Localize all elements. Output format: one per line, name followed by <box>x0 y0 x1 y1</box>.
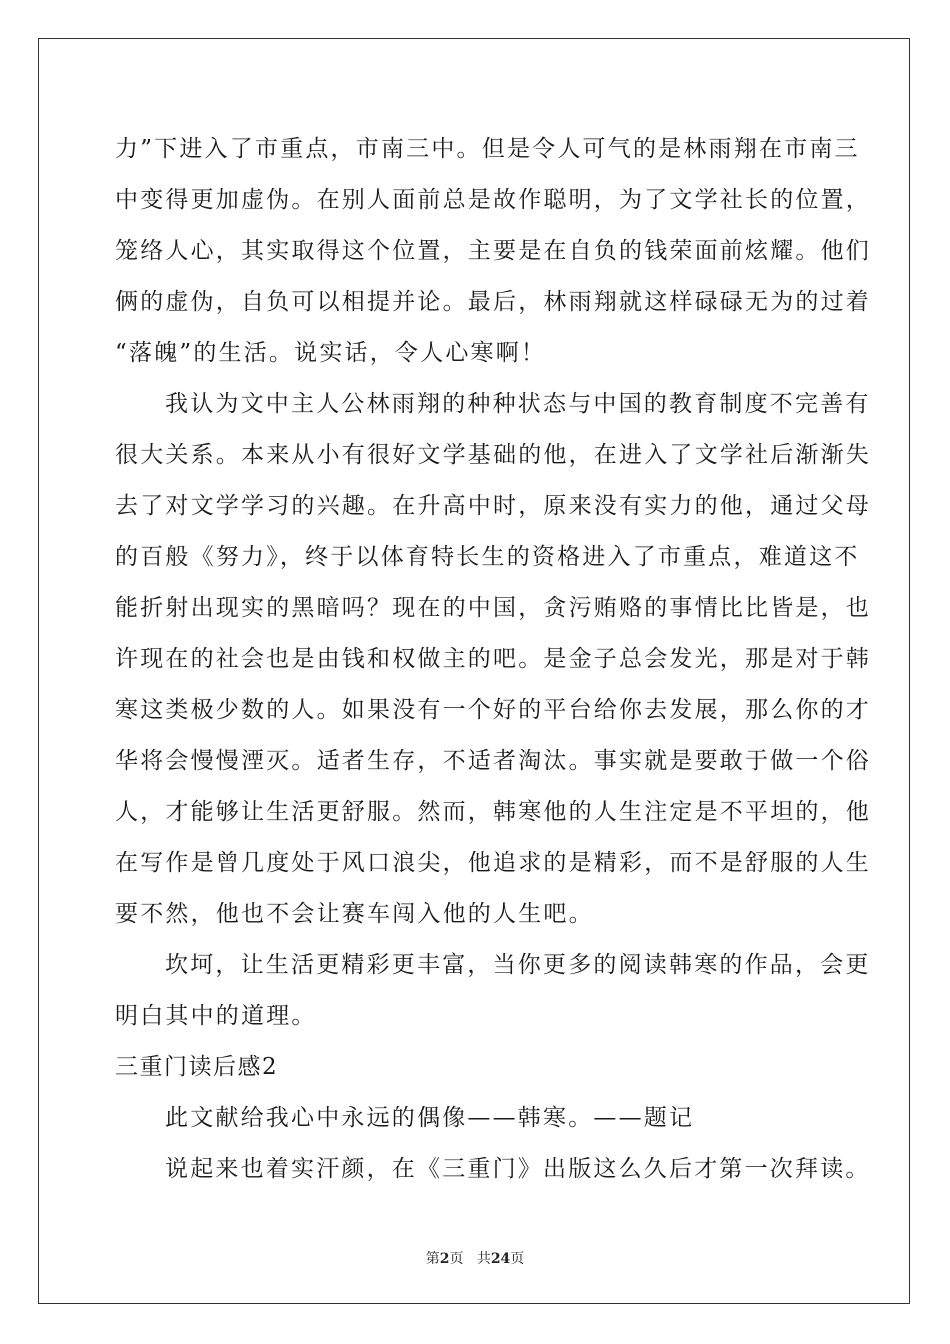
text-line: 俩的虚伪，自负可以相提并论。最后，林雨翔就这样碌碌无为的过着 <box>115 289 871 315</box>
text-line: 寒这类极少数的人。如果没有一个好的平台给你去发展，那么你的才 <box>115 697 871 723</box>
text-line: 华将会慢慢湮灭。适者生存，不适者淘汰。事实就是要敢于做一个俗 <box>115 748 871 774</box>
text-line: 我认为文中主人公林雨翔的种种状态与中国的教育制度不完善有 <box>165 391 871 417</box>
text-line: 笼络人心，其实取得这个位置，主要是在自负的钱荣面前炫耀。他们 <box>115 238 871 264</box>
total-page-count: 24 <box>490 1251 511 1267</box>
current-page-number: 2 <box>439 1251 450 1267</box>
text-line: 要不然，他也不会让赛车闯入他的人生吧。 <box>115 901 594 927</box>
footer-total-suffix: 页 <box>510 1251 525 1267</box>
paragraph-2 <box>115 379 871 940</box>
paragraph-3 <box>115 940 871 1042</box>
paragraph-1 <box>115 124 871 379</box>
text-line: 力”下进入了市重点，市南三中。但是令人可气的是林雨翔在市南三 <box>115 136 860 162</box>
text-line: 坎坷，让生活更精彩更丰富，当你更多的阅读韩寒的作品，会更 <box>165 952 871 978</box>
text-line: 能折射出现实的黑暗吗？现在的中国，贪污贿赂的事情比比皆是，也 <box>115 595 871 621</box>
footer-total-prefix: 共 <box>476 1251 491 1267</box>
text-line: 明白其中的道理。 <box>115 1003 317 1029</box>
text-line: “落魄”的生活。说实话，令人心寒啊！ <box>115 340 547 366</box>
footer-prefix: 第 <box>425 1251 440 1267</box>
text-line: 很大关系。本来从小有很好文学基础的他，在进入了文学社后渐渐失 <box>115 442 871 468</box>
text-line: 的百般《努力》，终于以体育特长生的资格进入了市重点，难道这不 <box>115 544 860 570</box>
text-line: 说起来也着实汗颜，在《三重门》出版这么久后才第一次拜读。 <box>165 1156 871 1182</box>
text-line: 去了对文学学习的兴趣。在升高中时，原来没有实力的他，通过父母 <box>115 493 871 519</box>
text-line: 许现在的社会也是由钱和权做主的吧。是金子总会发光，那是对于韩 <box>115 646 871 672</box>
section-heading: 三重门读后感2 <box>115 1054 279 1080</box>
page-footer <box>0 1248 950 1268</box>
document-body <box>115 124 871 1195</box>
epigraph-line: 此文献给我心中永远的偶像——韩寒。——题记 <box>165 1105 695 1131</box>
footer-page-suffix: 页 <box>449 1251 464 1267</box>
text-line: 在写作是曾几度处于风口浪尖，他追求的是精彩，而不是舒服的人生 <box>115 850 871 876</box>
text-line: 人，才能够让生活更舒服。然而，韩寒他的人生注定是不平坦的，他 <box>115 799 871 825</box>
text-line: 中变得更加虚伪。在别人面前总是故作聪明，为了文学社长的位置， <box>115 187 871 213</box>
